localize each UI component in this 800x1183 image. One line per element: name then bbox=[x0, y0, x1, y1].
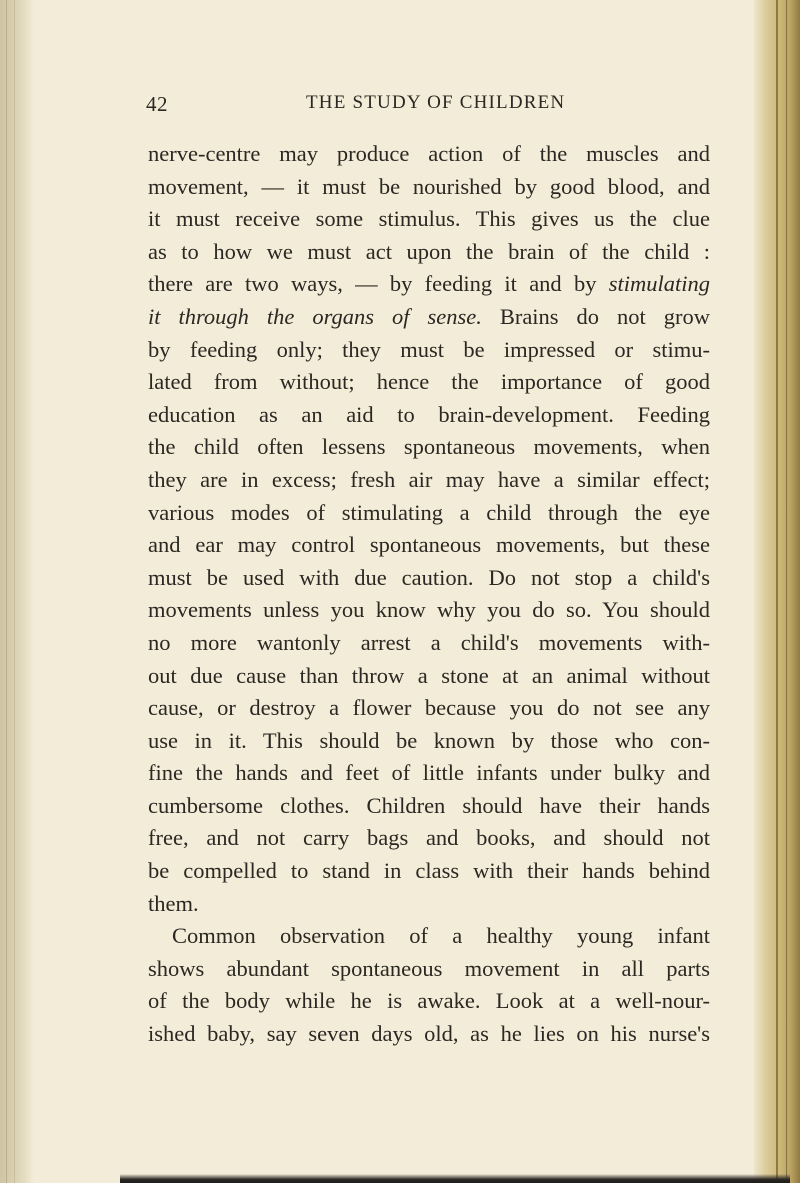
text-line: by feeding only; they must be impressed or stimu- bbox=[148, 336, 710, 362]
text-line: shows abundant spontaneous movement in all parts bbox=[148, 955, 710, 981]
body-text bbox=[148, 138, 710, 1051]
bottom-edge-shadow bbox=[120, 1174, 790, 1183]
text-line: free, and not carry bags and books, and should not bbox=[148, 825, 710, 851]
text-line: them. bbox=[148, 890, 199, 916]
text-line: as to how we must act upon the brain of the child : bbox=[148, 238, 710, 264]
text-line: various modes of stimulating a child through the eye bbox=[148, 499, 710, 525]
text-line: out due cause than throw a stone at an animal without bbox=[148, 662, 710, 688]
text-line: must be used with due caution. Do not stop a child's bbox=[148, 564, 710, 590]
text-line bbox=[148, 268, 710, 301]
text-line: of the body while he is awake. Look at a well-nour- bbox=[148, 988, 710, 1014]
text-line: they are in excess; fresh air may have a similar effect; bbox=[148, 466, 710, 492]
text-segment: Brains do not grow bbox=[481, 303, 710, 329]
text-line: movements unless you know why you do so. You should bbox=[148, 597, 710, 623]
text-line: it must receive some stimulus. This gives us the clue bbox=[148, 206, 710, 232]
text-line bbox=[148, 301, 710, 334]
text-line: lated from without; hence the importance of good bbox=[148, 369, 710, 395]
text-line: fine the hands and feet of little infants under bulky and bbox=[148, 760, 710, 786]
page-number: 42 bbox=[146, 92, 168, 116]
text-line: cumbersome clothes. Children should have their hands bbox=[148, 792, 710, 818]
binding-gutter bbox=[0, 0, 34, 1183]
text-line: movement, — it must be nourished by good blood, and bbox=[148, 173, 710, 199]
text-segment: there are two ways, — by feeding it and by bbox=[148, 271, 609, 297]
text-line: cause, or destroy a flower because you do not see any bbox=[148, 695, 710, 721]
text-line: no more wantonly arrest a child's movements with- bbox=[148, 629, 710, 655]
text-line: use in it. This should be known by those who con- bbox=[148, 727, 710, 753]
page-header bbox=[146, 92, 712, 122]
text-line: and ear may control spontaneous movements, but these bbox=[148, 532, 710, 558]
italic-segment: it through the organs of sense. bbox=[148, 303, 482, 329]
text-line: be compelled to stand in class with their hands behind bbox=[148, 858, 710, 884]
page-edges bbox=[754, 0, 800, 1183]
text-line: Common observation of a healthy young infant bbox=[172, 923, 710, 949]
text-line: the child often lessens spontaneous movements, when bbox=[148, 434, 710, 460]
running-head: THE STUDY OF CHILDREN bbox=[306, 92, 566, 113]
text-line: education as an aid to brain-development. Feeding bbox=[148, 401, 710, 427]
text-line: ished baby, say seven days old, as he lies on his nurse's bbox=[148, 1021, 710, 1047]
text-line: nerve-centre may produce action of the muscles and bbox=[148, 141, 710, 166]
italic-segment: stimulating bbox=[608, 271, 710, 297]
